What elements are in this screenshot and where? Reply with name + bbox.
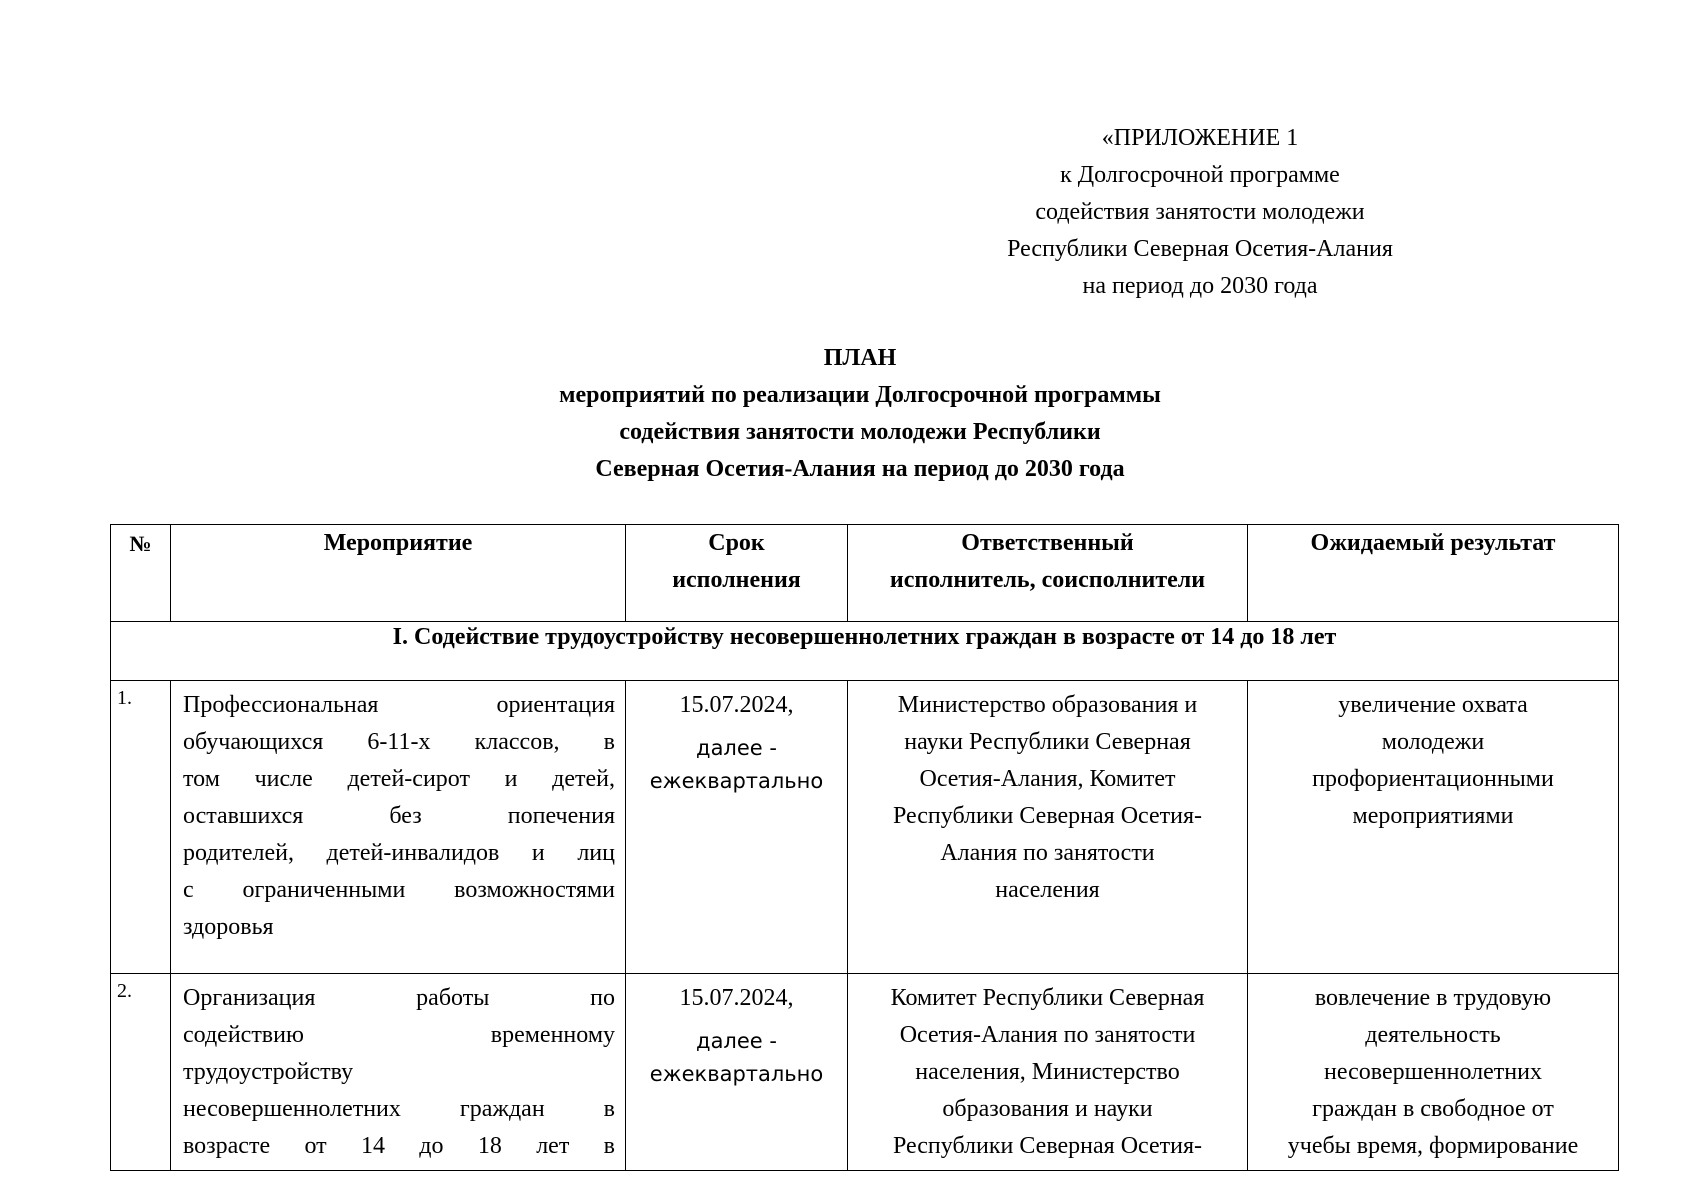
deadline-frequency: далее - ежеквартально <box>649 1029 824 1086</box>
event-line: Организация работы по <box>183 985 615 1011</box>
event-line: возрасте от 14 до 18 лет в <box>183 1133 615 1159</box>
result-line: учебы время, формирование <box>1287 1133 1579 1159</box>
header-num: № <box>111 525 171 622</box>
plan-title: ПЛАН <box>823 345 897 371</box>
responsible-line: Осетия-Алания, Комитет <box>919 766 1176 792</box>
result-line: деятельность <box>1365 1022 1501 1048</box>
deadline-date: 15.07.2024, <box>679 692 794 718</box>
row-responsible <box>848 681 1248 974</box>
result-line: граждан в свободное от <box>1312 1096 1554 1122</box>
responsible-line: Комитет Республики Северная <box>890 985 1205 1011</box>
appendix-header <box>960 120 1440 305</box>
header-responsible <box>848 525 1248 622</box>
responsible-line: образования и науки <box>942 1096 1153 1122</box>
section-row <box>111 622 1619 681</box>
deadline-date: 15.07.2024, <box>679 985 794 1011</box>
result-line: вовлечение в трудовую <box>1314 985 1552 1011</box>
row-deadline <box>626 974 848 1171</box>
plan-table <box>110 524 1619 1171</box>
result-line: молодежи <box>1381 729 1485 755</box>
responsible-line: Алания по занятости <box>940 840 1155 866</box>
appendix-line: на период до 2030 года <box>1082 273 1318 299</box>
result-line: мероприятиями <box>1352 803 1514 829</box>
result-line: профориентационными <box>1312 766 1554 792</box>
row-result <box>1248 974 1619 1171</box>
header-result: Ожидаемый результат <box>1248 525 1619 622</box>
result-line: несовершеннолетних <box>1324 1059 1542 1085</box>
row-event <box>171 974 626 1171</box>
appendix-line: Республики Северная Осетия-Алания <box>1007 236 1393 262</box>
header-event: Мероприятие <box>171 525 626 622</box>
table-row <box>111 681 1619 974</box>
header-responsible-line: исполнитель, соисполнители <box>889 567 1206 593</box>
responsible-line: Республики Северная Осетия- <box>892 1133 1203 1159</box>
header-deadline <box>626 525 848 622</box>
appendix-line: к Долгосрочной программе <box>1060 162 1340 188</box>
row-event <box>171 681 626 974</box>
appendix-line: содействия занятости молодежи <box>1035 199 1365 225</box>
event-line: здоровья <box>183 914 274 940</box>
row-responsible <box>848 974 1248 1171</box>
row-num: 2. <box>111 974 171 1171</box>
event-line: с ограниченными возможностями <box>183 877 615 903</box>
result-line: увеличение охвата <box>1338 692 1528 718</box>
responsible-line: Министерство образования и <box>897 692 1198 718</box>
deadline-frequency: далее - ежеквартально <box>649 736 824 793</box>
table-row <box>111 974 1619 1171</box>
event-line: том числе детей-сирот и детей, <box>183 766 615 792</box>
plan-subtitle-line: содействия занятости молодежи Республики <box>619 419 1101 445</box>
row-num: 1. <box>111 681 171 974</box>
event-line: несовершеннолетних граждан в <box>183 1096 615 1122</box>
responsible-line: населения <box>995 877 1100 903</box>
section-title: I. Содействие трудоустройству несовершеннолетних граждан в возрасте от 14 до 18 лет <box>111 622 1619 681</box>
responsible-line: науки Республики Северная <box>904 729 1191 755</box>
row-deadline <box>626 681 848 974</box>
plan-subtitle-line: мероприятий по реализации Долгосрочной программы <box>559 382 1161 408</box>
header-deadline-line: исполнения <box>672 567 801 593</box>
plan-title-block <box>440 340 1280 488</box>
event-line: оставшихся без попечения <box>183 803 615 829</box>
event-line: обучающихся 6-11-х классов, в <box>183 729 615 755</box>
header-deadline-line: Срок <box>708 530 765 556</box>
responsible-line: Осетия-Алания по занятости <box>899 1022 1196 1048</box>
table-header-row <box>111 525 1619 622</box>
responsible-line: Республики Северная Осетия- <box>892 803 1203 829</box>
responsible-line: населения, Министерство <box>915 1059 1180 1085</box>
event-line: родителей, детей-инвалидов и лиц <box>183 840 615 866</box>
appendix-line: «ПРИЛОЖЕНИЕ 1 <box>1101 125 1299 151</box>
plan-subtitle-line: Северная Осетия-Алания на период до 2030 года <box>595 456 1125 482</box>
row-result <box>1248 681 1619 974</box>
event-line: трудоустройству <box>183 1059 354 1085</box>
event-line: Профессиональная ориентация <box>183 692 615 718</box>
event-line: содействию временному <box>183 1022 615 1048</box>
header-responsible-line: Ответственный <box>961 530 1134 556</box>
